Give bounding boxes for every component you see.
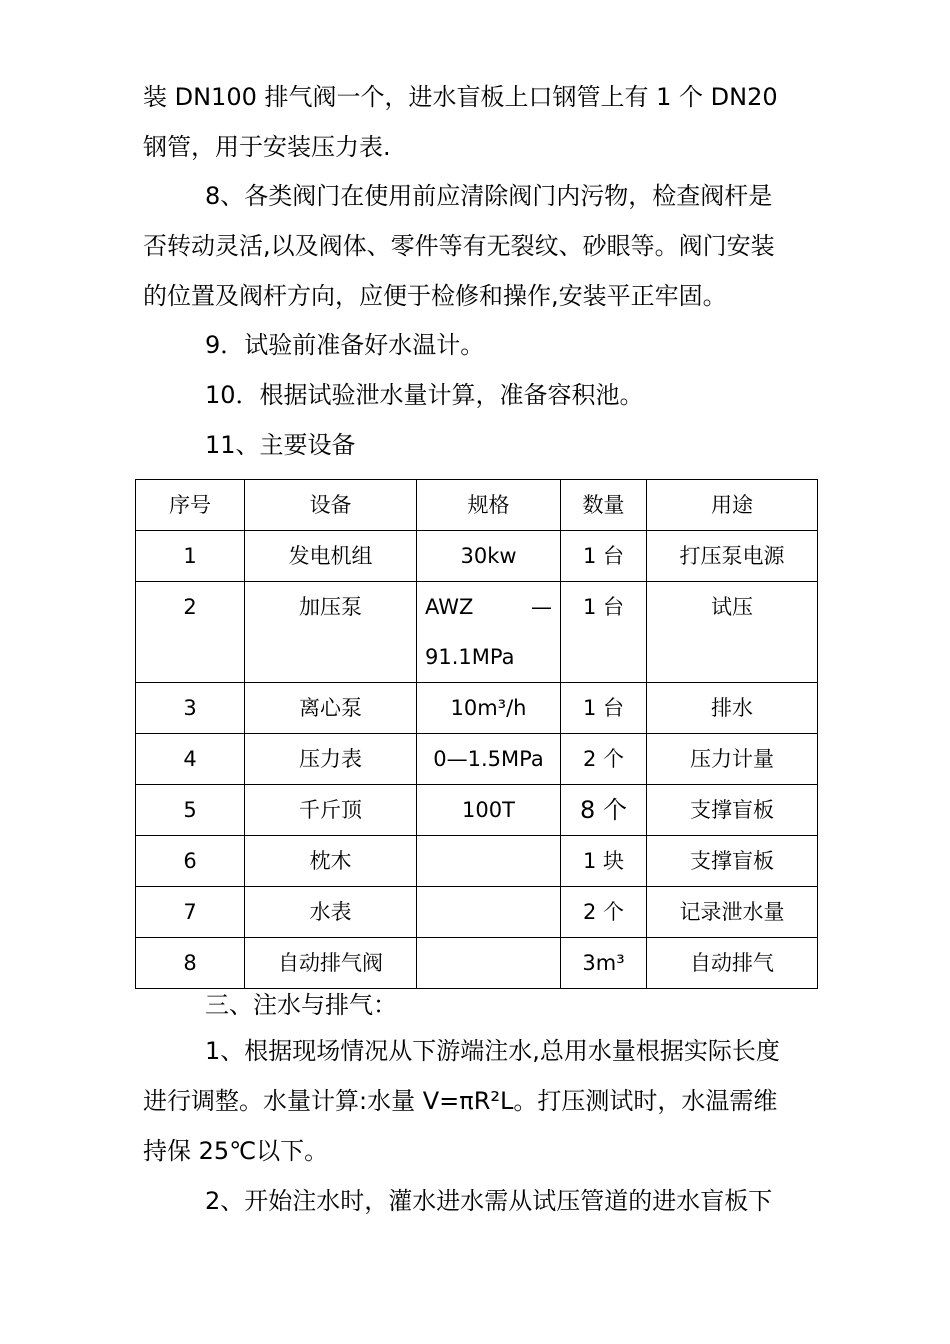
cell-use: 试压 bbox=[647, 582, 818, 683]
header-cell: 设备 bbox=[245, 480, 417, 531]
equipment-table bbox=[135, 479, 818, 989]
section-3-item-1-line: 1、根据现场情况从下游端注水,总用水量根据实际长度 bbox=[205, 1037, 780, 1065]
paragraph-9: 9．试验前准备好水温计。 bbox=[205, 331, 485, 359]
table-row bbox=[136, 582, 818, 683]
cell-qty: 1 台 bbox=[561, 683, 647, 734]
spec-line: 91.1MPa bbox=[425, 645, 515, 669]
cell-device: 千斤顶 bbox=[245, 785, 417, 836]
table-row bbox=[136, 683, 818, 734]
paragraph-8-line: 的位置及阀杆方向，应便于检修和操作,安装平正牢固。 bbox=[143, 282, 727, 310]
table-row bbox=[136, 531, 818, 582]
cell-device: 离心泵 bbox=[245, 683, 417, 734]
cell-spec bbox=[417, 582, 561, 683]
cell-qty: 2 个 bbox=[561, 887, 647, 938]
cell-use: 记录泄水量 bbox=[647, 887, 818, 938]
section-3-heading: 三、注水与排气： bbox=[205, 991, 397, 1019]
paragraph-line: 装 DN100 排气阀一个，进水盲板上口钢管上有 1 个 DN20 bbox=[143, 83, 778, 111]
cell-qty: 8 个 bbox=[561, 785, 647, 836]
cell-no: 7 bbox=[136, 887, 245, 938]
cell-no: 6 bbox=[136, 836, 245, 887]
paragraph-line: 钢管，用于安装压力表. bbox=[143, 133, 391, 161]
paragraph-11-heading: 11、主要设备 bbox=[205, 431, 356, 459]
header-cell: 规格 bbox=[417, 480, 561, 531]
section-3-item-1-line: 持保 25℃以下。 bbox=[143, 1137, 329, 1165]
cell-device: 加压泵 bbox=[245, 582, 417, 683]
section-3-item-1-line: 进行调整。水量计算:水量 V=πR²L。打压测试时，水温需维 bbox=[143, 1087, 778, 1115]
table-row bbox=[136, 785, 818, 836]
table-header-row bbox=[136, 480, 818, 531]
cell-qty: 3m³ bbox=[561, 938, 647, 989]
cell-qty: 1 块 bbox=[561, 836, 647, 887]
cell-device: 发电机组 bbox=[245, 531, 417, 582]
cell-use: 支撑盲板 bbox=[647, 785, 818, 836]
cell-spec: 0—1.5MPa bbox=[417, 734, 561, 785]
cell-use: 支撑盲板 bbox=[647, 836, 818, 887]
cell-device: 压力表 bbox=[245, 734, 417, 785]
cell-no: 1 bbox=[136, 531, 245, 582]
cell-spec bbox=[417, 836, 561, 887]
cell-qty: 2 个 bbox=[561, 734, 647, 785]
table-row bbox=[136, 887, 818, 938]
cell-device: 枕木 bbox=[245, 836, 417, 887]
spec-line bbox=[417, 582, 560, 632]
table-row bbox=[136, 734, 818, 785]
spec-dash: — bbox=[531, 595, 552, 619]
header-cell: 序号 bbox=[136, 480, 245, 531]
spec-text: AWZ bbox=[425, 595, 474, 619]
cell-use: 排水 bbox=[647, 683, 818, 734]
cell-use: 打压泵电源 bbox=[647, 531, 818, 582]
cell-no: 4 bbox=[136, 734, 245, 785]
cell-no: 2 bbox=[136, 582, 245, 683]
cell-spec: 30kw bbox=[417, 531, 561, 582]
cell-spec: 10m³/h bbox=[417, 683, 561, 734]
header-cell: 数量 bbox=[561, 480, 647, 531]
section-3-item-2-line: 2、开始注水时，灌水进水需从试压管道的进水盲板下 bbox=[205, 1187, 773, 1215]
cell-device: 水表 bbox=[245, 887, 417, 938]
table-row bbox=[136, 938, 818, 989]
cell-spec bbox=[417, 887, 561, 938]
cell-qty: 1 台 bbox=[561, 531, 647, 582]
cell-no: 3 bbox=[136, 683, 245, 734]
cell-no: 8 bbox=[136, 938, 245, 989]
paragraph-8-line: 否转动灵活,以及阀体、零件等有无裂纹、砂眼等。阀门安装 bbox=[143, 232, 775, 260]
paragraph-8-line: 8、各类阀门在使用前应清除阀门内污物，检查阀杆是 bbox=[205, 182, 773, 210]
header-cell: 用途 bbox=[647, 480, 818, 531]
paragraph-10: 10．根据试验泄水量计算，准备容积池。 bbox=[205, 381, 644, 409]
cell-use: 自动排气 bbox=[647, 938, 818, 989]
table-row bbox=[136, 836, 818, 887]
cell-no: 5 bbox=[136, 785, 245, 836]
cell-device: 自动排气阀 bbox=[245, 938, 417, 989]
cell-spec: 100T bbox=[417, 785, 561, 836]
cell-spec bbox=[417, 938, 561, 989]
cell-use: 压力计量 bbox=[647, 734, 818, 785]
cell-qty: 1 台 bbox=[561, 582, 647, 683]
